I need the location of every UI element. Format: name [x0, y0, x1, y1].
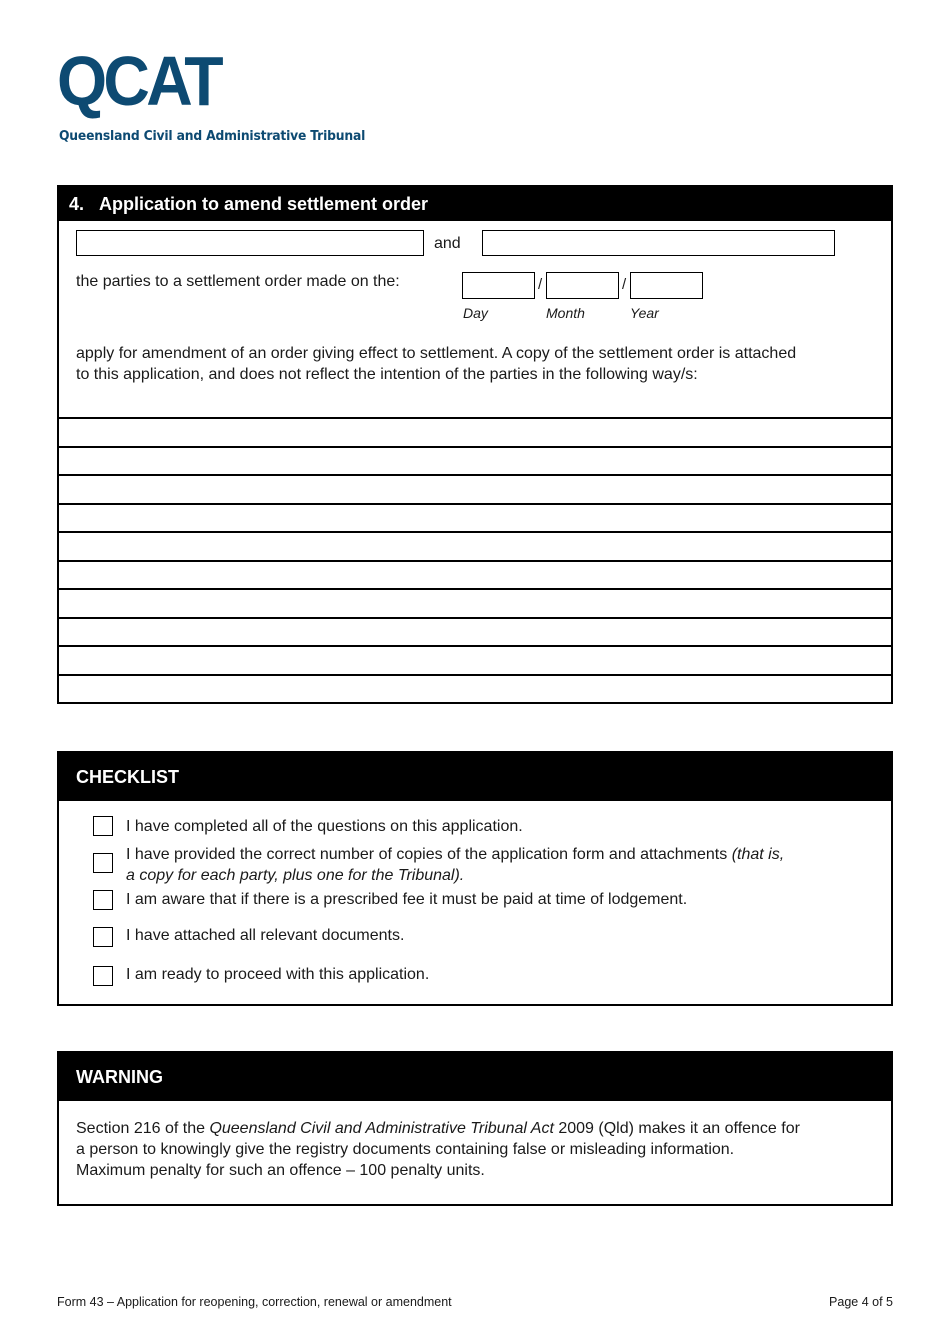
section-4-box [57, 185, 893, 704]
answer-line-9[interactable] [59, 645, 891, 647]
answer-line-2[interactable] [59, 446, 891, 448]
answer-line-8[interactable] [59, 617, 891, 619]
answer-line-4[interactable] [59, 503, 891, 505]
warning-box [57, 1051, 893, 1206]
qcat-logo-subtitle: Queensland Civil and Administrative Tribunal [59, 129, 366, 144]
and-label: and [434, 235, 461, 252]
checklist-box [57, 751, 893, 1006]
warning-line1-post: 2009 (Qld) makes it an offence for [553, 1120, 800, 1137]
checklist-item-2-text: I have provided the correct number of copies of the application form and attachments [126, 846, 728, 863]
section-4-title: Application to amend settlement order [99, 194, 429, 214]
checklist-checkbox-2[interactable] [93, 853, 113, 873]
checklist-checkbox-3[interactable] [93, 890, 113, 910]
party-2-field[interactable] [482, 230, 835, 256]
checklist-checkbox-1[interactable] [93, 816, 113, 836]
checklist-checkbox-5[interactable] [93, 966, 113, 986]
answer-line-10[interactable] [59, 674, 891, 676]
warning-act-name: Queensland Civil and Administrative Tribunal Act [209, 1120, 554, 1137]
answer-line-1[interactable] [59, 417, 891, 419]
party-1-field[interactable] [76, 230, 424, 256]
checklist-item-1: I have completed all of the questions on this application. [126, 818, 523, 835]
answer-line-7[interactable] [59, 588, 891, 590]
checklist-item-2-italic-1: (that is, [731, 846, 785, 863]
amendment-paragraph-line2: to this application, and does not reflect the intention of the parties in the following way/s: [76, 366, 698, 383]
date-separator-1: / [538, 276, 543, 293]
day-label: Day [463, 305, 488, 321]
footer-form-title: Form 43 – Application for reopening, correction, renewal or amendment [57, 1295, 452, 1309]
checklist-item-4: I have attached all relevant documents. [126, 927, 405, 944]
parties-text: the parties to a settlement order made on the: [76, 273, 400, 290]
day-field[interactable] [462, 272, 535, 299]
qcat-logo: QCAT [57, 42, 220, 120]
footer-page-number: Page 4 of 5 [829, 1295, 893, 1309]
answer-line-6[interactable] [59, 560, 891, 562]
section-4-header [59, 187, 891, 221]
warning-header: WARNING [59, 1053, 891, 1101]
year-label: Year [630, 305, 659, 321]
date-separator-2: / [622, 276, 627, 293]
answer-line-5[interactable] [59, 531, 891, 533]
warning-line3: Maximum penalty for such an offence – 100 penalty units. [76, 1162, 485, 1179]
warning-line2: a person to knowingly give the registry documents containing false or misleading information. [76, 1141, 735, 1158]
checklist-item-2-italic-2: a copy for each party, plus one for the Tribunal). [126, 867, 465, 884]
amendment-paragraph-line1: apply for amendment of an order giving effect to settlement. A copy of the settlement order is attached [76, 345, 797, 362]
answer-line-3[interactable] [59, 474, 891, 476]
warning-line1-pre: Section 216 of the [76, 1120, 210, 1137]
month-field[interactable] [546, 272, 619, 299]
month-label: Month [546, 305, 585, 321]
checklist-item-5: I am ready to proceed with this application. [126, 966, 430, 983]
checklist-checkbox-4[interactable] [93, 927, 113, 947]
warning-text [76, 1118, 800, 1181]
year-field[interactable] [630, 272, 703, 299]
checklist-item-3: I am aware that if there is a prescribed fee it must be paid at time of lodgement. [126, 891, 688, 908]
checklist-item-2 [126, 844, 866, 886]
section-4-number: 4. [69, 194, 85, 214]
checklist-header: CHECKLIST [59, 753, 891, 801]
